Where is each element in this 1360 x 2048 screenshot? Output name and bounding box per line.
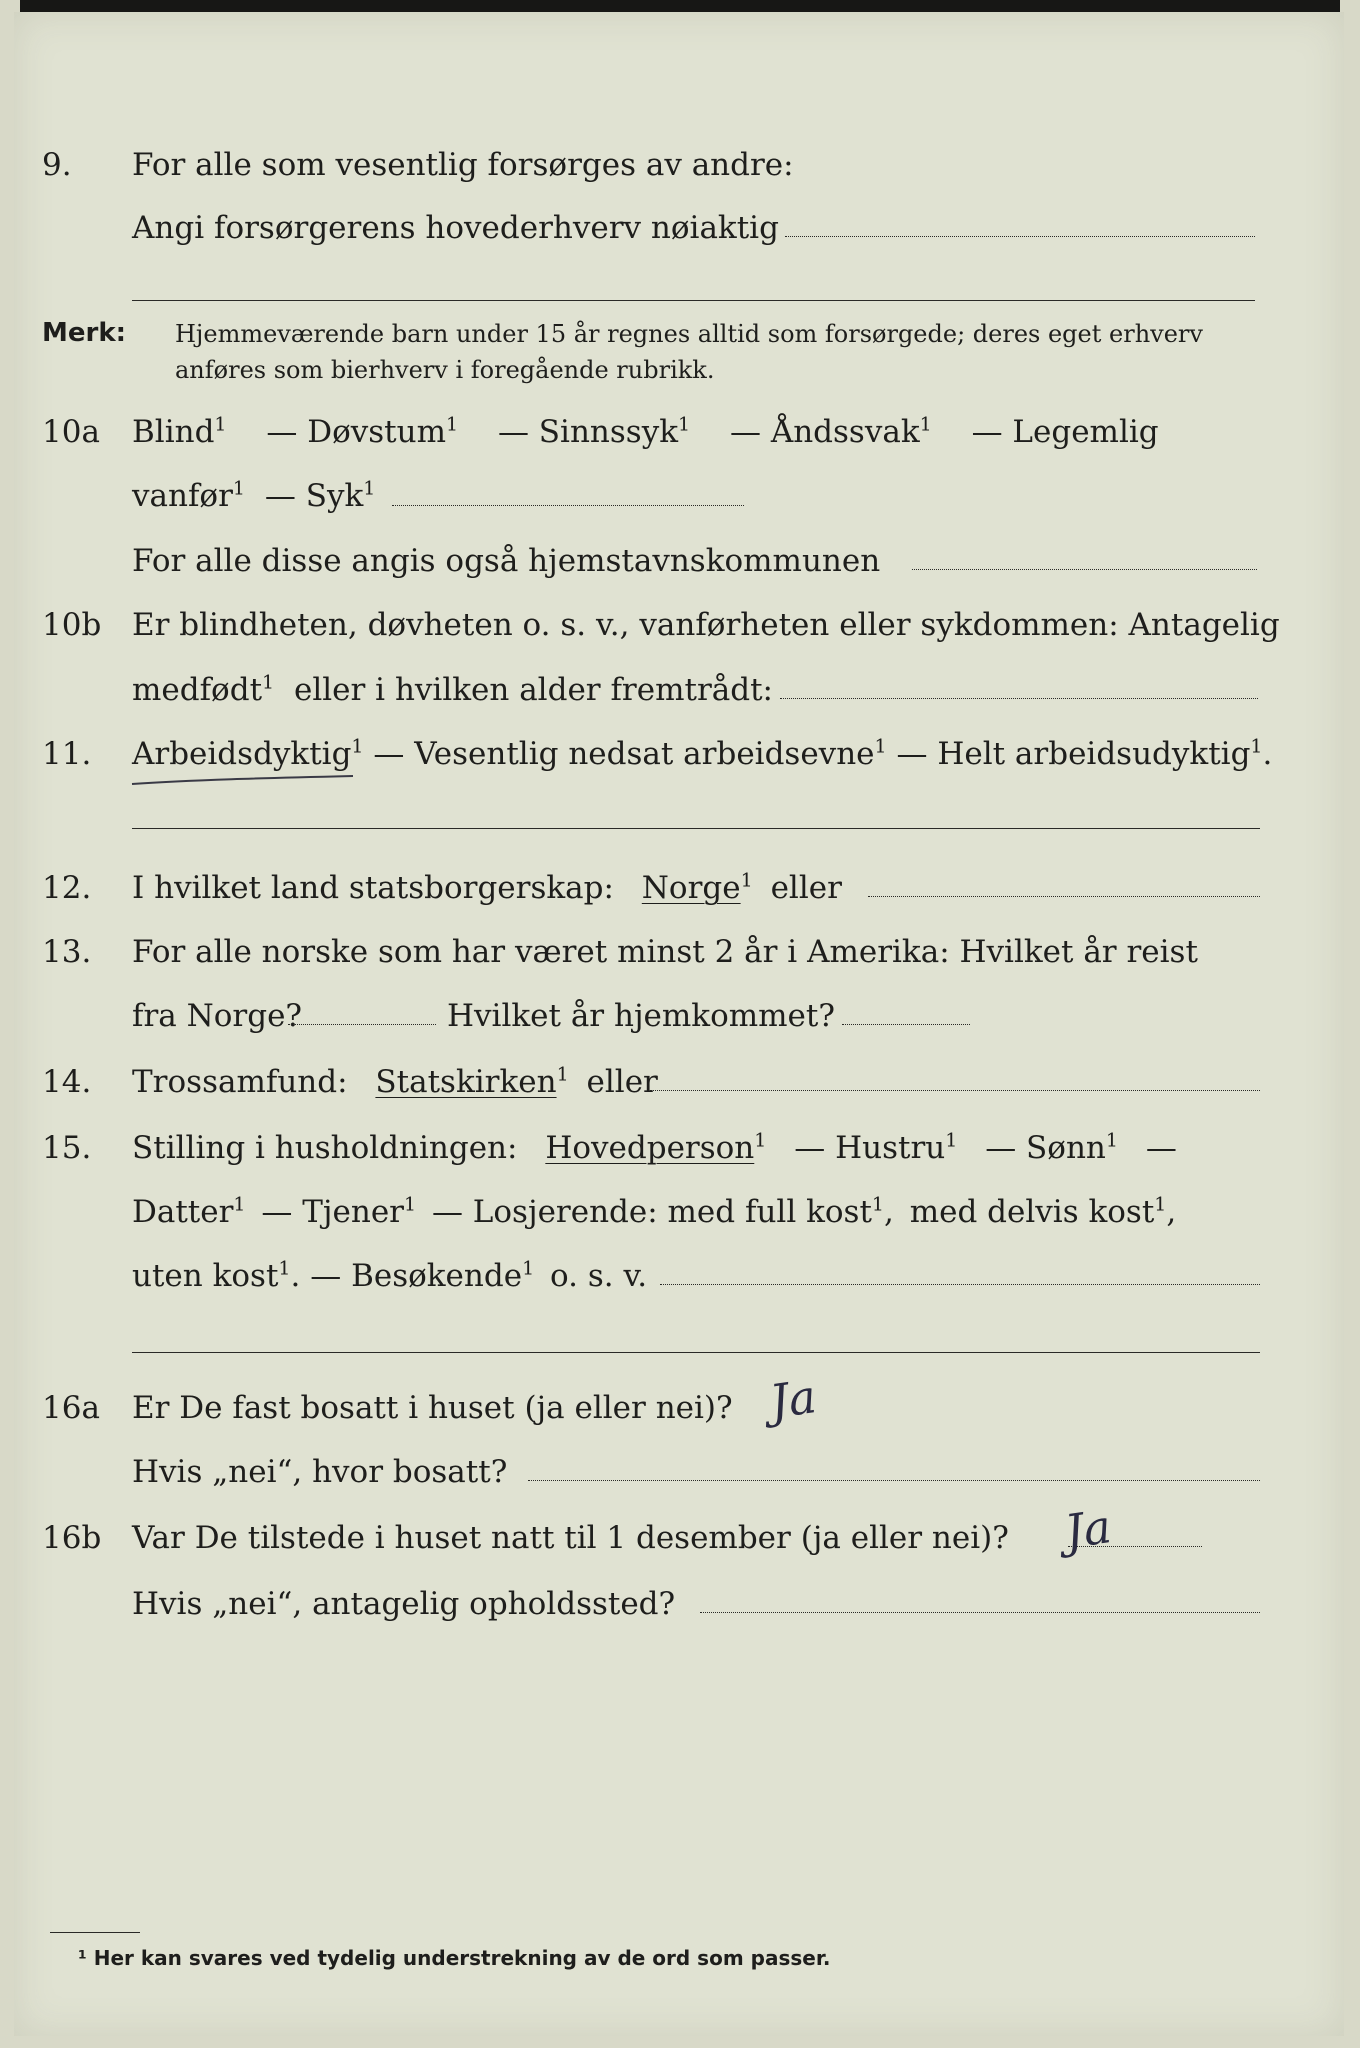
- scan-edge: [20, 0, 1340, 12]
- q12-eller: eller: [770, 870, 842, 906]
- q10b-answer-line[interactable]: [780, 698, 1258, 699]
- q10a-number: 10a: [42, 414, 100, 450]
- q14-eller: eller: [586, 1064, 658, 1100]
- q10a-syk-line[interactable]: [392, 505, 744, 506]
- q10b-alder: eller i hvilken alder fremtrådt:: [293, 672, 774, 708]
- option-vanfor[interactable]: vanfør: [132, 478, 233, 514]
- q9-answer-line-2[interactable]: [132, 300, 1255, 301]
- footnote-ref: 1: [351, 735, 364, 758]
- q13-hjem-line[interactable]: [842, 1024, 970, 1025]
- q13-question: For alle norske som har været minst 2 år i Amerika: Hvilket år reist: [132, 934, 1198, 970]
- footnote-rule: [50, 1932, 140, 1933]
- option-blind[interactable]: Blind: [132, 414, 215, 450]
- option-andssvak[interactable]: — Åndssvak: [729, 414, 920, 450]
- q16a-handwritten-answer[interactable]: Ja: [766, 1369, 820, 1429]
- option-uten-kost[interactable]: uten kost: [132, 1258, 279, 1294]
- footnote-ref: 1: [556, 1063, 569, 1086]
- footnote-ref: 1: [233, 1193, 246, 1216]
- option-tjener[interactable]: — Tjener: [261, 1194, 404, 1230]
- q16b-opholdssted-line[interactable]: [700, 1612, 1260, 1613]
- q14-answer-line[interactable]: [650, 1090, 1260, 1091]
- footnote-ref: 1: [945, 1129, 958, 1152]
- q9-number: 9.: [42, 147, 72, 183]
- q16b-number: 16b: [42, 1520, 102, 1556]
- q15-dash: —: [1145, 1130, 1177, 1166]
- q12-number: 12.: [42, 870, 92, 906]
- q14-number: 14.: [42, 1064, 92, 1100]
- footnote-ref: 1: [678, 413, 691, 436]
- footnote-ref: 1: [1105, 1129, 1118, 1152]
- q16b-question: Var De tilstede i huset natt til 1 desember (ja eller nei)?: [132, 1520, 1009, 1556]
- footnote-ref: 1: [232, 477, 246, 500]
- q12-answer-line[interactable]: [868, 896, 1260, 897]
- footnote-ref: 1: [278, 1257, 291, 1280]
- option-datter[interactable]: Datter: [132, 1194, 234, 1230]
- footnote-ref: 1: [1154, 1193, 1167, 1216]
- q15-label: Stilling i husholdningen:: [132, 1130, 518, 1166]
- option-delvis-kost[interactable]: med delvis kost: [909, 1194, 1155, 1230]
- q9-answer-line[interactable]: [785, 236, 1255, 237]
- footnote-ref: 1: [363, 477, 376, 500]
- q12-question: I hvilket land statsborgerskap:: [132, 870, 614, 906]
- q9-question: For alle som vesentlig forsørges av andre:: [132, 147, 794, 183]
- q13-fra-label: fra Norge?: [132, 998, 303, 1034]
- handwritten-underline: [128, 770, 358, 792]
- q16a-followup: Hvis „nei“, hvor bosatt?: [132, 1454, 508, 1490]
- footnote-ref: 1: [522, 1257, 535, 1280]
- footnote-ref: 1: [874, 735, 887, 758]
- footnote-ref: 1: [919, 413, 932, 436]
- q10a-hjemstavn-line[interactable]: [912, 569, 1257, 570]
- q10b-number: 10b: [42, 607, 102, 643]
- option-nedsat[interactable]: — Vesentlig nedsat arbeidsevne: [373, 736, 875, 772]
- q16a-bosatt-line[interactable]: [528, 1480, 1260, 1481]
- option-dovstum[interactable]: — Døvstum: [266, 414, 446, 450]
- q9-instruction: Angi forsørgerens hovederhverv nøiaktig: [132, 210, 779, 246]
- q16b-followup: Hvis „nei“, antagelig opholdssted?: [132, 1586, 676, 1622]
- footnote-ref: 1: [404, 1193, 417, 1216]
- option-arbeidsdyktig[interactable]: Arbeidsdyktig: [132, 736, 352, 772]
- q11-answer-line[interactable]: [132, 828, 1260, 829]
- option-sonn[interactable]: — Sønn: [985, 1130, 1106, 1166]
- option-full-kost[interactable]: — Losjerende: med full kost: [431, 1194, 872, 1230]
- footnote-ref: 1: [871, 1193, 885, 1216]
- q13-fra-line[interactable]: [288, 1024, 436, 1025]
- option-hustru[interactable]: — Hustru: [794, 1130, 946, 1166]
- footnote-ref: 1: [740, 869, 753, 892]
- footnote-ref: 1: [262, 671, 275, 694]
- q15-answer-line-2[interactable]: [132, 1352, 1260, 1353]
- q16a-number: 16a: [42, 1390, 100, 1426]
- option-statskirken[interactable]: Statskirken: [375, 1064, 557, 1100]
- q16a-question: Er De fast bosatt i huset (ja eller nei)?: [132, 1390, 733, 1426]
- q14-label: Trossamfund:: [132, 1064, 348, 1100]
- q15-answer-line[interactable]: [660, 1284, 1260, 1285]
- q16b-handwritten-answer[interactable]: Ja: [1061, 1499, 1115, 1559]
- q13-hjem-label: Hvilket år hjemkommet?: [447, 998, 835, 1034]
- q10b-question: Er blindheten, døvheten o. s. v., vanførheten eller sykdommen: Antagelig: [132, 607, 1280, 643]
- option-besokende[interactable]: — Besøkende: [310, 1258, 523, 1294]
- option-arbeidsudyktig[interactable]: — Helt arbeidsudyktig: [896, 736, 1251, 772]
- option-syk[interactable]: — Syk: [264, 478, 364, 514]
- footnote-ref: 1: [1250, 735, 1263, 758]
- footnote-ref: 1: [754, 1129, 767, 1152]
- q13-number: 13.: [42, 934, 92, 970]
- q10a-options: [132, 412, 1159, 452]
- footnote-ref: 1: [446, 413, 459, 436]
- q15-number: 15.: [42, 1130, 92, 1166]
- footnote: ¹ Her kan svares ved tydelig understrekning av de ord som passer.: [78, 1946, 831, 1970]
- merk-label: Merk:: [42, 318, 127, 348]
- option-norge[interactable]: Norge: [641, 870, 741, 906]
- option-medfodt[interactable]: medfødt: [132, 672, 263, 708]
- q15-osv: o. s. v.: [550, 1258, 648, 1294]
- footnote-ref: 1: [214, 413, 227, 436]
- option-sinnssyk[interactable]: — Sinnssyk: [497, 414, 679, 450]
- option-legemlig[interactable]: — Legemlig: [971, 414, 1159, 450]
- q11-number: 11.: [42, 736, 92, 772]
- merk-note: Hjemmeværende barn under 15 år regnes alltid som forsørgede; deres eget erhverv anføres som bierhverv i foregående rubrikk.: [175, 320, 1203, 384]
- option-hovedperson[interactable]: Hovedperson: [545, 1130, 755, 1166]
- q10a-hjemstavn: For alle disse angis også hjemstavnskommunen: [132, 543, 881, 579]
